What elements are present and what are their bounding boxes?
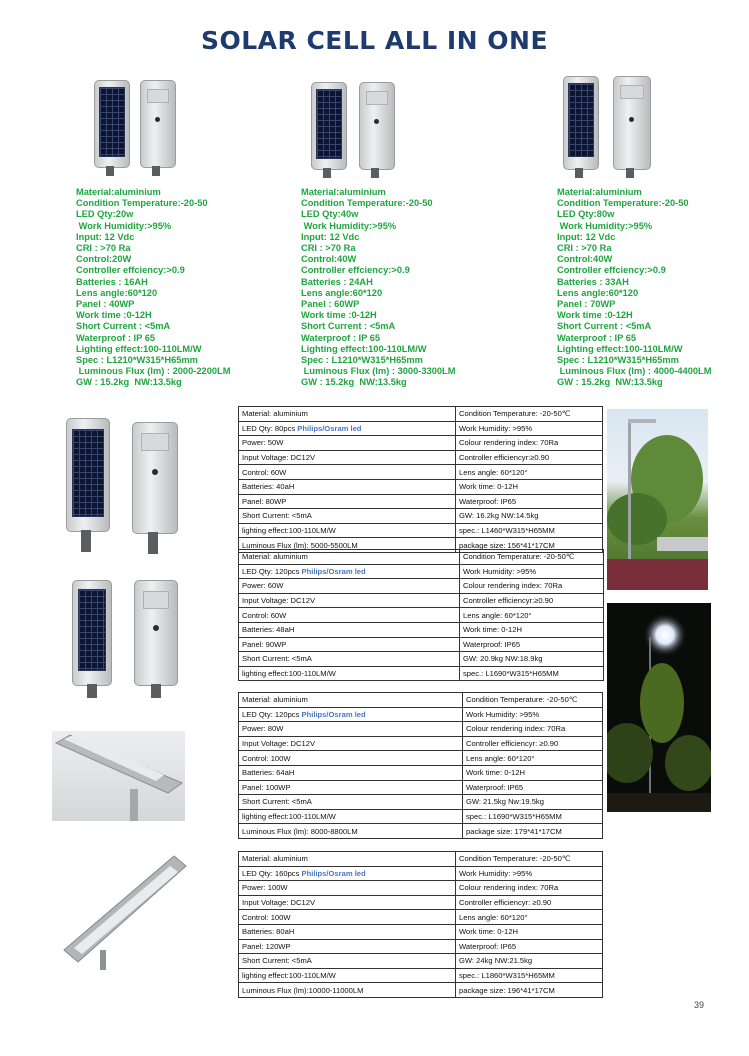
spec-cell-right: Controller efficiencyr: ≥0.90: [456, 895, 603, 910]
product-spec-text: Material:aluminium Condition Temperature:-20-50 LED Qty:20w Work Humidity:>95% Input: 12 Vdc CRI : >70 Ra Control:20W Controller effciency:>0.9 Batteries : 16AH Lens angle:60*120 Panel : 40WP Work time :0-12H Short Current : <5mA Waterproof : IP 65 Lighting effect:100-110LM/W Spec : L1210*W315*H65mm Luminous Flux (lm) : 2000-2200LM GW : 15.2kg NW:13.5kg: [76, 187, 231, 388]
spec-cell-left: Material: aluminium: [239, 852, 456, 867]
product-80w: [557, 76, 749, 389]
spec-cell-right: spec.: L1860*W315*H65MM: [456, 968, 603, 983]
night-street-photo: [607, 603, 711, 812]
spec-cell-left: Panel: 120WP: [239, 939, 456, 954]
spec-cell-right: Condition Temperature: -20-50℃: [460, 550, 604, 565]
spec-cell-left: Batteries: 40aH: [239, 479, 456, 494]
spec-cell-right: Controller efficiencyr:≥0.90: [460, 593, 604, 608]
lamp-image-60w: [72, 578, 192, 700]
spec-cell-left: Input Voltage: DC12V: [239, 450, 456, 465]
spec-row: [239, 637, 604, 652]
spec-cell-right: GW: 16.2kg NW:14.5kg: [456, 509, 603, 524]
lamp-image-80w: [52, 731, 185, 821]
product-spec-text: Material:aluminium Condition Temperature:-20-50 LED Qty:40w Work Humidity:>95% Input: 12 Vdc CRI : >70 Ra Control:40W Controller effciency:>0.9 Batteries : 24AH Lens angle:60*120 Panel : 60WP Work time :0-12H Short Current : <5mA Waterproof : IP 65 Lighting effect:100-110LM/W Spec : L1210*W315*H65mm Luminous Flux (lm) : 3000-3300LM GW : 15.2kg NW:13.5kg: [301, 187, 456, 388]
spec-row: [239, 809, 603, 824]
spec-cell-left: Luminous Flux (lm): 8000-8800LM: [239, 824, 463, 839]
spec-row: [239, 939, 603, 954]
spec-cell-right: Colour rendering index: 70Ra: [460, 579, 604, 594]
spec-cell-right: Work Humidity: >95%: [460, 564, 604, 579]
spec-row: [239, 954, 603, 969]
spec-cell-left: [239, 421, 456, 436]
spec-cell-left: Panel: 80WP: [239, 494, 456, 509]
spec-row: [239, 780, 603, 795]
spec-row: [239, 523, 603, 538]
spec-cell-left: Panel: 100WP: [239, 780, 463, 795]
spec-table-100w: [238, 851, 603, 998]
spec-cell-left: Material: aluminium: [239, 407, 456, 422]
spec-row: [239, 608, 604, 623]
led-brand: Philips/Osram led: [301, 868, 366, 878]
spec-cell-left: Power: 50W: [239, 436, 456, 451]
spec-row: [239, 509, 603, 524]
page-title: SOLAR CELL ALL IN ONE: [200, 26, 549, 55]
spec-row: [239, 736, 603, 751]
spec-cell-left: lighting effect:100-110LM/W: [239, 809, 463, 824]
spec-cell-left: Luminous Flux (lm): 5000-5500LM: [239, 538, 456, 553]
spec-cell-right: package size: 196*41*17CM: [456, 983, 603, 998]
spec-row: [239, 751, 603, 766]
spec-row: [239, 666, 604, 681]
spec-cell-right: Waterproof: IP65: [456, 494, 603, 509]
led-qty-text: LED Qty: 120pcs: [242, 566, 302, 576]
spec-row: [239, 550, 604, 565]
spec-cell-left: lighting effect:100-110LM/W: [239, 523, 456, 538]
spec-cell-right: spec.: L1690*W315*H65MM: [463, 809, 603, 824]
spec-cell-right: Controller efficiencyr: ≥0.90: [463, 736, 603, 751]
spec-cell-right: spec.: L1460*W315*H65MM: [456, 523, 603, 538]
led-qty-text: LED Qty: 160pcs: [242, 868, 302, 878]
spec-cell-left: Short Current: <5mA: [239, 954, 456, 969]
spec-row: [239, 881, 603, 896]
spec-row: [239, 866, 603, 881]
lamp-image-100w: [62, 850, 190, 970]
page-number: 39: [693, 1000, 704, 1010]
spec-cell-right: Waterproof: IP65: [463, 780, 603, 795]
spec-row: [239, 579, 604, 594]
spec-cell-left: Short Current: <5mA: [239, 795, 463, 810]
spec-cell-right: Condition Temperature: -20-50℃: [456, 407, 603, 422]
led-brand: Philips/Osram led: [297, 423, 362, 433]
spec-row: [239, 465, 603, 480]
spec-cell-right: Work time: 0-12H: [463, 765, 603, 780]
spec-cell-right: Lens angle: 60*120°: [463, 751, 603, 766]
spec-row: [239, 852, 603, 867]
spec-cell-left: Material: aluminium: [239, 550, 460, 565]
spec-cell-left: Batteries: 80aH: [239, 924, 456, 939]
spec-cell-right: package size: 179*41*17CM: [463, 824, 603, 839]
spec-cell-right: Work time: 0-12H: [456, 479, 603, 494]
spec-row: [239, 693, 603, 708]
spec-cell-right: Work Humidity: >95%: [456, 421, 603, 436]
spec-row: [239, 722, 603, 737]
led-qty-text: LED Qty: 80pcs: [242, 423, 298, 433]
spec-row: [239, 924, 603, 939]
led-brand: Philips/Osram led: [301, 709, 366, 719]
spec-cell-right: spec.: L1690*W315*H65MM: [460, 666, 604, 681]
spec-cell-left: Input Voltage: DC12V: [239, 736, 463, 751]
spec-cell-right: Colour rendering index: 70Ra: [463, 722, 603, 737]
spec-cell-right: Colour rendering index: 70Ra: [456, 881, 603, 896]
spec-cell-left: Power: 60W: [239, 579, 460, 594]
spec-cell-right: Work time: 0-12H: [456, 924, 603, 939]
spec-row: [239, 593, 604, 608]
spec-row: [239, 436, 603, 451]
spec-cell-left: Control: 60W: [239, 465, 456, 480]
spec-cell-right: Lens angle: 60*120°: [460, 608, 604, 623]
spec-cell-left: Luminous Flux (lm):10000-11000LM: [239, 983, 456, 998]
spec-row: [239, 407, 603, 422]
product-spec-text: Material:aluminium Condition Temperature:-20-50 LED Qty:80w Work Humidity:>95% Input: 12 Vdc CRI : >70 Ra Control:40W Controller effciency:>0.9 Batteries : 33AH Lens angle:60*120 Panel : 70WP Work time :0-12H Short Current : <5mA Waterproof : IP 65 Lighting effect:100-110LM/W Spec : L1210*W315*H65mm Luminous Flux (lm) : 4000-4400LM GW : 15.2kg NW:13.5kg: [557, 187, 712, 388]
spec-row: [239, 895, 603, 910]
spec-row: [239, 622, 604, 637]
spec-cell-right: Colour rendering index: 70Ra: [456, 436, 603, 451]
product-40w: [301, 76, 521, 389]
spec-cell-left: lighting effect:100-110LM/W: [239, 666, 460, 681]
spec-cell-right: GW: 20.9kg NW:18.9kg: [460, 652, 604, 667]
product-image: [301, 76, 521, 181]
spec-table-50w: [238, 406, 603, 553]
spec-table-60w: [238, 549, 604, 681]
spec-cell-left: Power: 80W: [239, 722, 463, 737]
spec-cell-left: Control: 100W: [239, 910, 456, 925]
spec-cell-right: Waterproof: IP65: [456, 939, 603, 954]
spec-cell-right: Work Humidity: >95%: [456, 866, 603, 881]
product-image: [557, 76, 749, 181]
product-20w: [76, 76, 296, 389]
spec-cell-right: Lens angle: 60*120°: [456, 465, 603, 480]
spec-cell-left: Short Current: <5mA: [239, 509, 456, 524]
spec-cell-right: Condition Temperature: -20-50℃: [463, 693, 603, 708]
spec-cell-right: GW: 24kg NW:21.5kg: [456, 954, 603, 969]
product-image: [76, 76, 296, 181]
spec-row: [239, 824, 603, 839]
spec-table-80w: [238, 692, 603, 839]
spec-cell-left: Material: aluminium: [239, 693, 463, 708]
spec-row: [239, 652, 604, 667]
lamp-image-50w: [62, 418, 192, 556]
spec-row: [239, 983, 603, 998]
spec-cell-left: Panel: 90WP: [239, 637, 460, 652]
spec-row: [239, 968, 603, 983]
spec-row: [239, 479, 603, 494]
led-qty-text: LED Qty: 120pcs: [242, 709, 302, 719]
spec-cell-right: Work time: 0-12H: [460, 622, 604, 637]
spec-cell-left: Short Current: <5mA: [239, 652, 460, 667]
spec-cell-right: Controller efficiencyr:≥0.90: [456, 450, 603, 465]
spec-cell-left: Control: 60W: [239, 608, 460, 623]
spec-cell-right: Lens angle: 60*120°: [456, 910, 603, 925]
spec-cell-left: Input Voltage: DC12V: [239, 895, 456, 910]
spec-cell-left: lighting effect:100-110LM/W: [239, 968, 456, 983]
spec-cell-right: Condition Temperature: -20-50℃: [456, 852, 603, 867]
spec-row: [239, 910, 603, 925]
spec-row: [239, 450, 603, 465]
spec-cell-right: package size: 156*41*17CM: [456, 538, 603, 553]
spec-cell-left: Input Voltage: DC12V: [239, 593, 460, 608]
spec-row: [239, 421, 603, 436]
spec-cell-left: [239, 707, 463, 722]
spec-cell-left: [239, 866, 456, 881]
spec-row: [239, 795, 603, 810]
spec-cell-left: Batteries: 48aH: [239, 622, 460, 637]
spec-cell-left: [239, 564, 460, 579]
spec-row: [239, 765, 603, 780]
spec-cell-right: Work Humidity: >95%: [463, 707, 603, 722]
spec-row: [239, 564, 604, 579]
spec-cell-left: Control: 100W: [239, 751, 463, 766]
led-brand: Philips/Osram led: [301, 566, 366, 576]
spec-row: [239, 494, 603, 509]
spec-cell-right: Waterproof: IP65: [460, 637, 604, 652]
spec-cell-left: Power: 100W: [239, 881, 456, 896]
spec-cell-left: Batteries: 64aH: [239, 765, 463, 780]
spec-row: [239, 707, 603, 722]
daytime-street-photo: [607, 409, 708, 590]
spec-cell-right: GW: 21.5kg Nw:19.5kg: [463, 795, 603, 810]
